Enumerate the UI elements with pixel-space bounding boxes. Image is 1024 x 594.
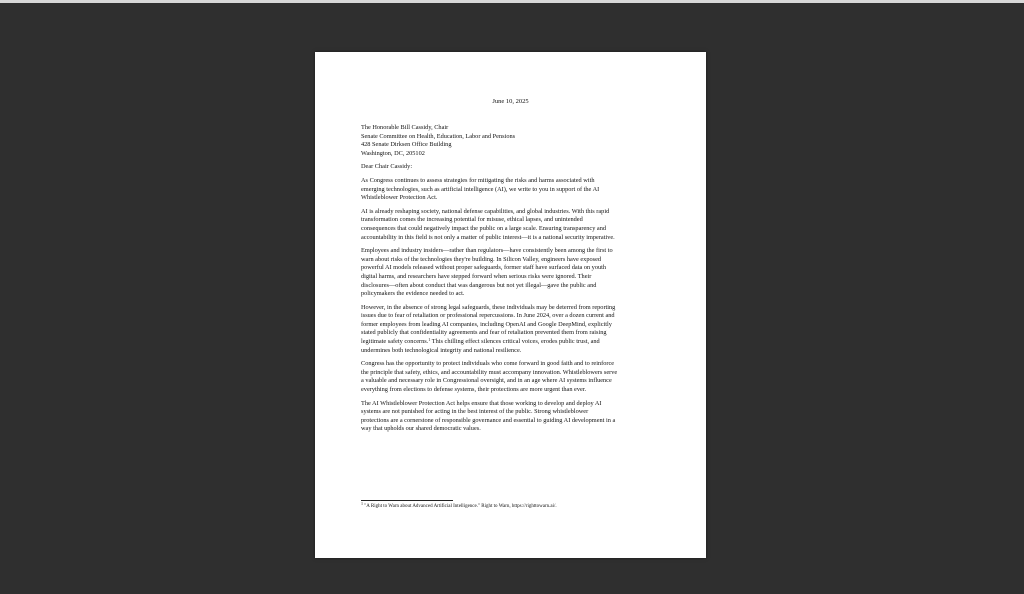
text-line: accountability in this field is not only a matter of public interest—it is a national security imperative. xyxy=(361,233,615,241)
salutation: Dear Chair Cassidy: xyxy=(361,163,413,171)
text-line: disclosures—often about conduct that was dangerous but not yet illegal—gave the public and xyxy=(361,281,597,289)
text-line xyxy=(361,338,663,347)
address-line: The Honorable Bill Cassidy, Chair xyxy=(361,124,449,131)
text-line: a valuable and necessary role in Congressional oversight, and in an age where AI systems influence xyxy=(361,377,612,385)
footnote-text: "A Right to Warn about Advanced Artificial Intelligence." Right to Warn, https://righttowarn.ai/. xyxy=(363,504,557,509)
document-page xyxy=(315,52,706,558)
text-line: consequences that could negatively impact the public on a large scale. Ensuring transparency and xyxy=(361,224,607,232)
footnote-divider xyxy=(361,500,453,501)
text-line: everything from elections to defense systems, their protections are more urgent than ever. xyxy=(361,386,587,394)
text-line: way that upholds our shared democratic values. xyxy=(361,425,481,433)
footnote xyxy=(361,501,681,510)
address-line: 428 Senate Dirksen Office Building xyxy=(361,141,452,149)
paragraph-6 xyxy=(361,400,663,434)
text-line: protections are a cornerstone of responsible governance and essential to guiding AI development in a xyxy=(361,416,616,424)
text-line: The AI Whistleblower Protection Act helps ensure that those working to develop and deploy AI xyxy=(361,399,602,407)
text-line: undermines both technological integrity and national resilience. xyxy=(361,346,522,354)
text-line: As Congress continues to assess strategies for mitigating the risks and harms associated with xyxy=(361,176,595,184)
paragraph-3 xyxy=(361,247,663,299)
text-line: Whistleblower Protection Act. xyxy=(361,194,438,202)
text-line: transformation comes the increasing potential for misuse, ethical lapses, and unintended xyxy=(361,216,583,224)
viewer-top-edge xyxy=(0,0,1024,3)
text-line: former employees from leading AI companies, including OpenAI and Google DeepMind, explicitly xyxy=(361,320,612,328)
paragraph-4 xyxy=(361,304,663,356)
text-line: systems are not punished for acting in the best interest of the public. Strong whistleblower xyxy=(361,408,589,416)
text-line: However, in the absence of strong legal safeguards, these individuals may be deterred from reporting xyxy=(361,303,616,311)
text-segment: legitimate safety concerns. xyxy=(361,338,429,346)
recipient-address xyxy=(361,124,663,158)
text-line: issues due to fear of retaliation or professional repercussions. In June 2024, over a dozen current and xyxy=(361,312,615,320)
paragraph-2 xyxy=(361,208,663,242)
address-line: Senate Committee on Health, Education, Labor and Pensions xyxy=(361,132,516,140)
text-line: policymakers the evidence needed to act. xyxy=(361,290,465,298)
text-line: warn about risks of the technologies they're building. In Silicon Valley, engineers have exposed xyxy=(361,255,602,263)
footnote-mark: 1 xyxy=(361,501,363,506)
paragraph-1 xyxy=(361,177,663,203)
text-line: the principle that safety, ethics, and accountability must accompany innovation. Whistleblowers serve xyxy=(361,368,618,376)
footnote-reference[interactable]: 1 xyxy=(428,337,431,343)
text-line: digital harms, and researchers have stepped forward when serious risks were ignored. Their xyxy=(361,272,592,280)
text-segment: This chilling effect silences critical voices, erodes public trust, and xyxy=(430,338,600,346)
text-line: AI is already reshaping society, national defense capabilities, and global industries. With this rapid xyxy=(361,207,610,215)
text-line: Congress has the opportunity to protect individuals who come forward in good faith and to reinforce xyxy=(361,360,615,368)
text-line: emerging technologies, such as artificial intelligence (AI), we write to you in support of the AI xyxy=(361,185,600,193)
text-line: stated publicly that confidentiality agreements and fear of retaliation prevented them from raising xyxy=(361,329,607,337)
text-line: Employees and industry insiders—rather than regulators—have consistently been among the first to xyxy=(361,247,613,255)
paragraph-5 xyxy=(361,360,663,394)
letter-body xyxy=(361,124,663,439)
letter-date: June 10, 2025 xyxy=(492,98,529,105)
text-line: powerful AI models released without proper safeguards, former staff have surfaced data on youth xyxy=(361,264,607,272)
address-line: Washington, DC, 205102 xyxy=(361,149,425,157)
